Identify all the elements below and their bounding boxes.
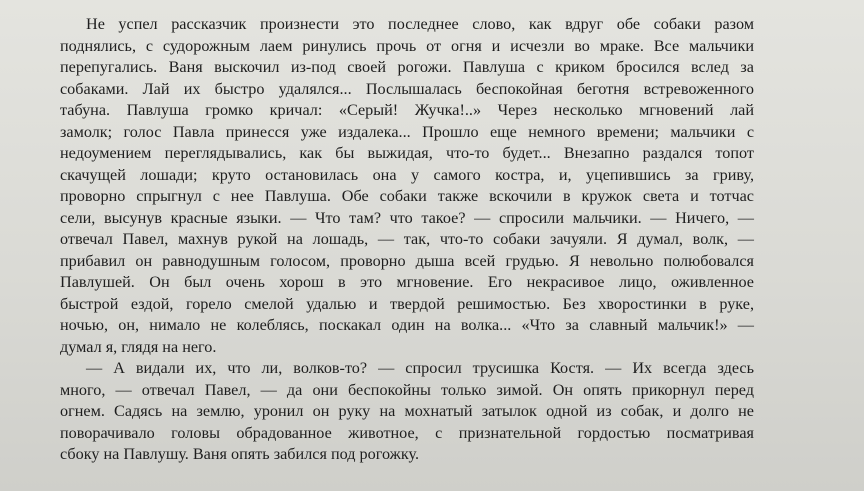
text-line: много, — отвечал Павел, — да они беспокойны только зимой. Он опять прикорнул перед	[60, 380, 754, 399]
text-line: — А видали их, что ли, волков-то? — спросил трусишка Костя. — Их всегда здесь	[86, 359, 754, 377]
text-line: сели, высунув красные языки. — Что там? что такое? — спросили мальчики. — Ничего, —	[60, 208, 754, 227]
text-line: думал я, глядя на него.	[60, 337, 217, 356]
text-line: быстрой ездой, горело смелой удалью и твердой решимостью. Без хворостинки в руке,	[60, 294, 754, 313]
text-line: ночью, он, нимало не колеблясь, поскакал один на волка... «Что за славный мальчик!» —	[60, 316, 754, 334]
text-line: Павлушей. Он был очень хорош в это мгновение. Его некрасивое лицо, оживленное	[60, 273, 754, 291]
text-line: замолк; голос Павла принесся уже издалека... Прошло еще немного времени; мальчики с	[60, 122, 754, 141]
book-text	[60, 14, 754, 466]
text-line: проворно спрыгнул с нее Павлуша. Обе собаки также вскочили в кружок света и тотчас	[60, 187, 754, 205]
paragraph-2	[60, 358, 754, 466]
text-line: поворачивало головы обрадованное животное, с признательной гордостью посматривая	[60, 423, 754, 442]
text-line: огнем. Садясь на землю, уронил он руку на мохнатый затылок одной из собак, и долго не	[60, 402, 754, 420]
text-line: табуна. Павлуша громко кричал: «Серый! Жучка!..» Через несколько мгновений лай	[60, 101, 754, 119]
text-line: собаками. Лай их быстро удалялся... Послышалась беспокойная беготня встревоженного	[60, 79, 754, 98]
text-line: скачущей лошади; круто остановилась она у самого костра, и, уцепившись за гриву,	[60, 165, 754, 184]
text-line: Не успел рассказчик произнести это последнее слово, как вдруг обе собаки разом	[86, 15, 754, 33]
text-line: поднялись, с судорожным лаем ринулись прочь от огня и исчезли во мраке. Все мальчики	[60, 36, 754, 55]
text-line: отвечал Павел, махнув рукой на лошадь, — так, что-то собаки зачуяли. Я думал, волк, —	[60, 230, 754, 248]
text-line: сбоку на Павлушу. Ваня опять забился под рогожку.	[60, 445, 419, 463]
text-line: недоумением переглядывались, как бы выжидая, что-то будет... Внезапно раздался топот	[60, 144, 754, 162]
paragraph-1	[60, 14, 754, 358]
text-line: прибавил он равнодушным голосом, проворно дыша всей грудью. Я невольно полюбовался	[60, 251, 754, 270]
text-line: перепугались. Ваня выскочил из-под своей рогожи. Павлуша с криком бросился вслед за	[60, 58, 754, 76]
